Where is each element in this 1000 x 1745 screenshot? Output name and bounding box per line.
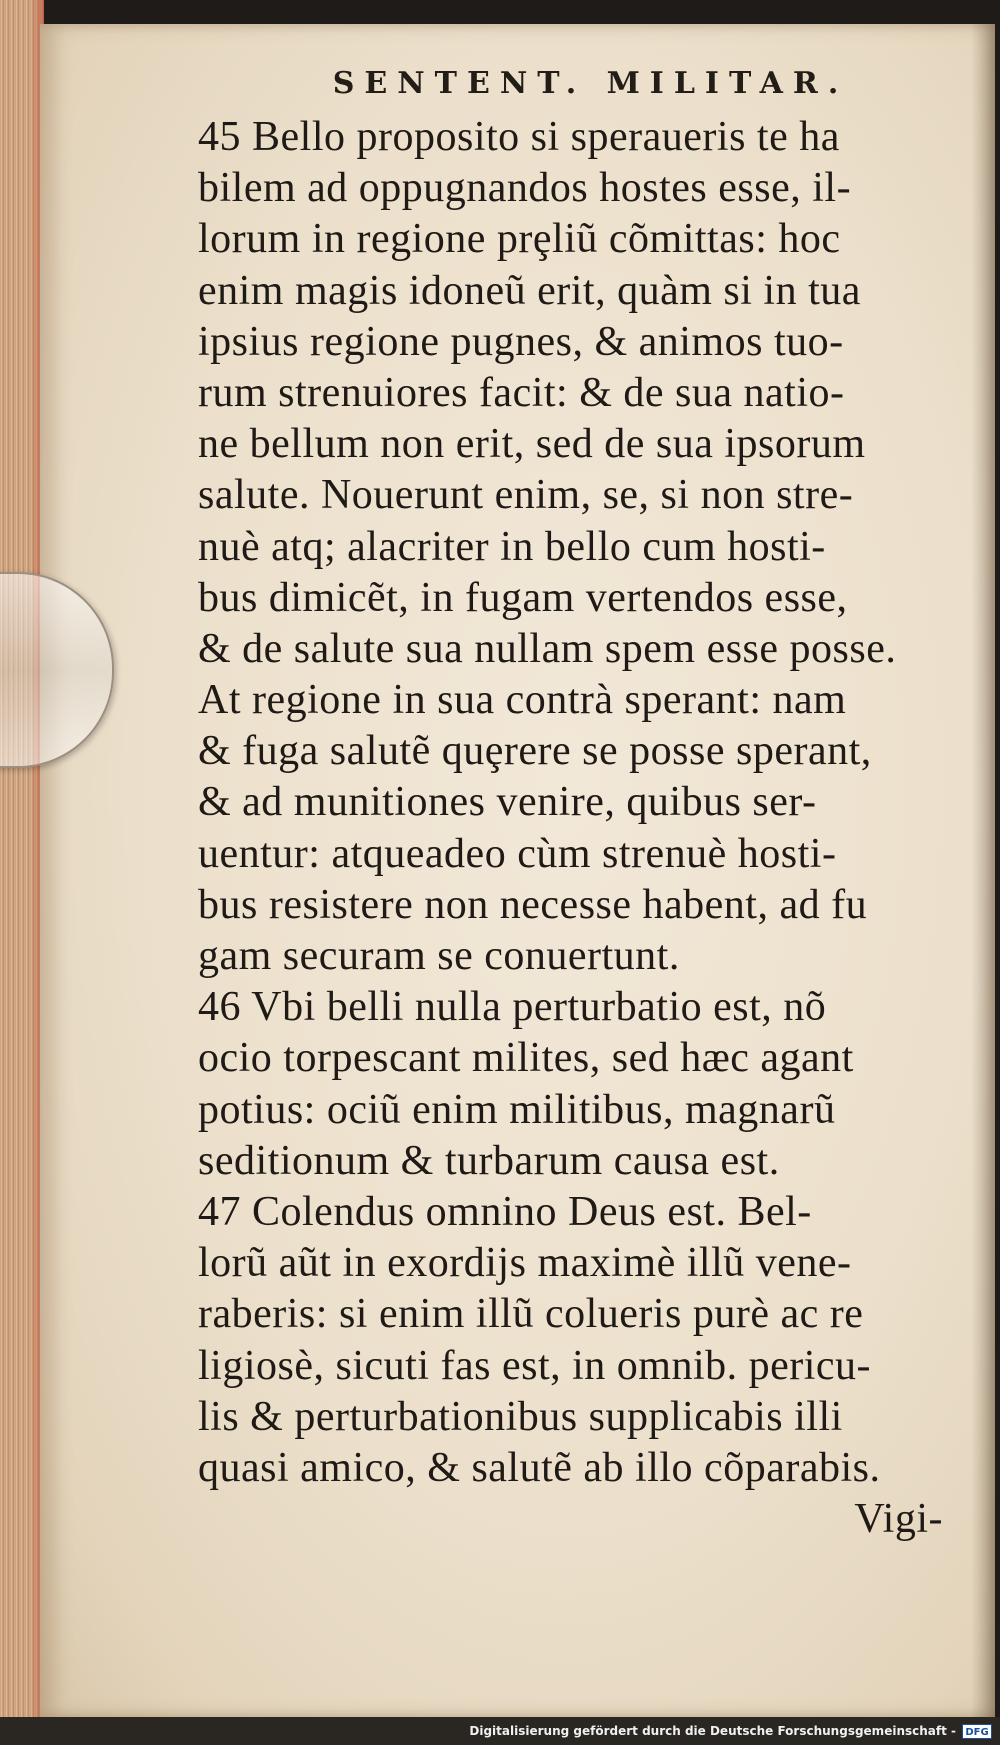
gutter-shadow — [971, 24, 995, 1717]
text-line: lorũ aũt in exordijs maximè illũ vene- — [198, 1240, 852, 1287]
text-line: & ad munitiones venire, quibus ser- — [198, 779, 817, 826]
text-body — [198, 112, 943, 1545]
text-line: 46 Vbi belli nulla perturbatio est, nõ — [198, 984, 827, 1031]
text-line: lis & perturbationibus supplicabis illi — [198, 1393, 843, 1440]
text-line: 47 Colendus omnino Deus est. Bel- — [198, 1188, 812, 1235]
text-line: raberis: si enim illũ colueris purè ac re — [198, 1291, 864, 1338]
text-line: & fuga salutẽ quȩrere se posse sperant, — [198, 728, 872, 775]
text-line: seditionum & turbarum causa est. — [198, 1137, 780, 1184]
catchword: Vigi- — [854, 1496, 943, 1543]
text-line: potius: ociũ enim militibus, magnarũ — [198, 1086, 836, 1133]
text-line: quasi amico, & salutẽ ab illo cõparabis. — [198, 1444, 881, 1491]
text-line: bus dimicẽt, in fugam vertendos esse, — [198, 574, 848, 621]
page-text-block — [198, 58, 943, 1545]
text-line: ipsius regione pugnes, & animos tuo- — [198, 318, 844, 365]
running-header: SENTENT. MILITAR. — [332, 66, 849, 101]
text-line: bilem ad oppugnandos hostes esse, il- — [198, 165, 852, 212]
text-line: lorum in regione prȩliũ cõmittas: hoc — [198, 216, 841, 263]
text-line: bus resistere non necesse habent, ad fu — [198, 881, 868, 928]
text-line: ne bellum non erit, sed de sua ipsorum — [198, 421, 866, 468]
dfg-logo-icon: DFG — [962, 1724, 992, 1739]
text-line: gam securam se conuertunt. — [198, 933, 680, 979]
digitization-credit: Digitalisierung gefördert durch die Deutsche Forschungsgemeinschaft - — [469, 1724, 956, 1738]
text-line: At regione in sua contrà sperant: nam — [198, 677, 847, 724]
text-line: rum strenuiores facit: & de sua natio- — [198, 369, 845, 416]
text-line: enim magis idoneũ erit, quàm si in tua — [198, 267, 861, 314]
text-line: salute. Nouerunt enim, se, si non stre- — [198, 472, 854, 519]
text-line: ocio torpescant milites, sed hæc agant — [198, 1035, 854, 1082]
text-line: ligiosè, sicuti fas est, in omnib. pericu- — [198, 1342, 872, 1389]
text-line: nuè atq; alacriter in bello cum hosti- — [198, 523, 826, 570]
text-line: & de salute sua nullam spem esse posse. — [198, 625, 897, 672]
book-fore-edge — [0, 0, 44, 1745]
text-line: 45 Bello proposito si speraueris te ha — [198, 114, 840, 160]
text-line: uentur: atqueadeo cùm strenuè hosti- — [198, 830, 837, 877]
